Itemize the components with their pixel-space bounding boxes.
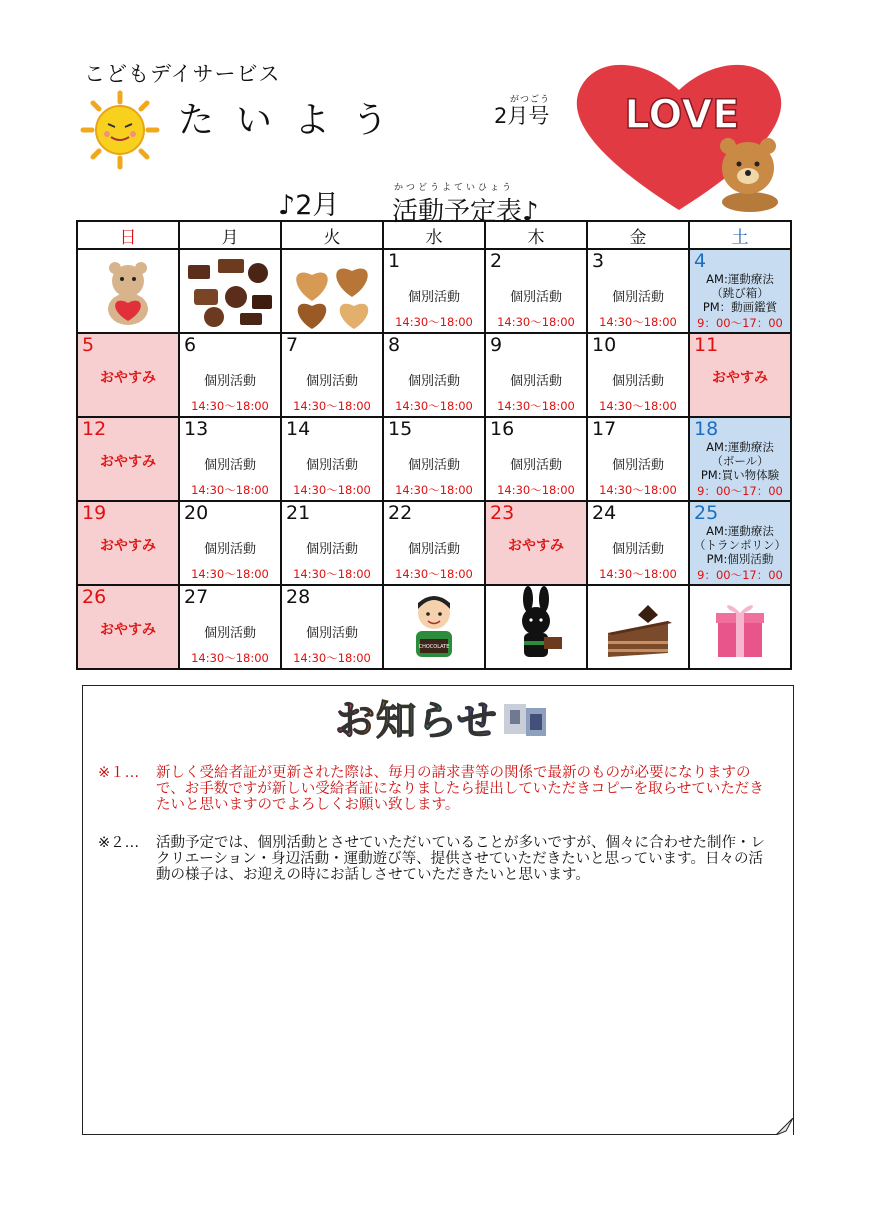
calendar-heading: 活動予定表♪: [392, 197, 539, 227]
saturday-cell: 18 AM:運動療法 （ボール） PM:買い物体験 9：00～17：00: [689, 417, 791, 501]
love-text: LOVE: [624, 92, 740, 138]
day-cell: 7 個別活動 14:30～18:00: [281, 333, 383, 417]
day-cell: 10 個別活動 14:30～18:00: [587, 333, 689, 417]
day-cell: 17 個別活動 14:30～18:00: [587, 417, 689, 501]
newsletter-title: たいよう: [178, 100, 411, 141]
weekday-tue: 火: [281, 221, 383, 249]
day-cell: 27 個別活動 14:30～18:00: [179, 585, 281, 669]
issue-ruby: がつごう: [510, 95, 551, 105]
day-cell: 1 個別活動 14:30～18:00: [383, 249, 485, 333]
day-cell: 15 個別活動 14:30～18:00: [383, 417, 485, 501]
weekday-sat: 土: [689, 221, 791, 249]
chocolate-cake-illustration: [587, 585, 689, 669]
calendar-week: [77, 501, 791, 585]
day-cell: 28 個別活動 14:30～18:00: [281, 585, 383, 669]
calendar-week: [77, 585, 791, 669]
holiday-cell: 11 おやすみ: [689, 333, 791, 417]
day-cell: 6 個別活動 14:30～18:00: [179, 333, 281, 417]
notice-box: [82, 685, 794, 1135]
notice-photo-icon: [502, 700, 550, 740]
day-cell: 22 個別活動 14:30～18:00: [383, 501, 485, 585]
issue-number: 2月号: [494, 104, 550, 128]
chocolates-illustration: [179, 249, 281, 333]
day-cell: 16 個別活動 14:30～18:00: [485, 417, 587, 501]
weekday-wed: 水: [383, 221, 485, 249]
boy-with-chocolate-illustration: [383, 585, 485, 669]
day-cell: 3 個別活動 14:30～18:00: [587, 249, 689, 333]
gift-box-illustration: [689, 585, 791, 669]
holiday-cell: 26 おやすみ: [77, 585, 179, 669]
day-cell: 20 個別活動 14:30～18:00: [179, 501, 281, 585]
calendar-heading-ruby: かつどうよていひょう: [394, 183, 515, 193]
activity-calendar: [76, 220, 792, 670]
day-cell: 13 個別活動 14:30～18:00: [179, 417, 281, 501]
teddy-bear-heart-illustration: [77, 249, 179, 333]
day-cell: 14 個別活動 14:30～18:00: [281, 417, 383, 501]
day-cell: 8 個別活動 14:30～18:00: [383, 333, 485, 417]
heart-cookies-illustration: [281, 249, 383, 333]
rabbit-with-chocolate-illustration: [485, 585, 587, 669]
saturday-cell: 4 AM:運動療法 （跳び箱） PM：動画鑑賞 9：00～17：00: [689, 249, 791, 333]
day-cell: 21 個別活動 14:30～18:00: [281, 501, 383, 585]
weekday-header-row: [77, 221, 791, 249]
page-curl-corner: [776, 1118, 793, 1135]
weekday-fri: 金: [587, 221, 689, 249]
chocolate-label: CHOCOLATE: [418, 644, 450, 650]
calendar-month-heading: ♪2月: [278, 190, 340, 221]
weekday-sun: 日: [77, 221, 179, 249]
holiday-cell: 19 おやすみ: [77, 501, 179, 585]
weekday-thu: 木: [485, 221, 587, 249]
day-cell: 2 個別活動 14:30～18:00: [485, 249, 587, 333]
saturday-cell: 25 AM:運動療法 （トランポリン） PM:個別活動 9：00～17：00: [689, 501, 791, 585]
day-cell: 9 個別活動 14:30～18:00: [485, 333, 587, 417]
weekday-mon: 月: [179, 221, 281, 249]
calendar-week: [77, 333, 791, 417]
calendar-week: [77, 249, 791, 333]
holiday-cell: 5 おやすみ: [77, 333, 179, 417]
calendar-week: [77, 417, 791, 501]
service-name: こどもデイサービス: [84, 62, 281, 86]
holiday-cell: 23 おやすみ: [485, 501, 587, 585]
sun-illustration: [80, 90, 160, 170]
holiday-cell: 12 おやすみ: [77, 417, 179, 501]
notice-title: お知らせ: [335, 698, 498, 744]
love-heart-bear-illustration: [572, 60, 787, 215]
day-cell: 24 個別活動 14:30～18:00: [587, 501, 689, 585]
